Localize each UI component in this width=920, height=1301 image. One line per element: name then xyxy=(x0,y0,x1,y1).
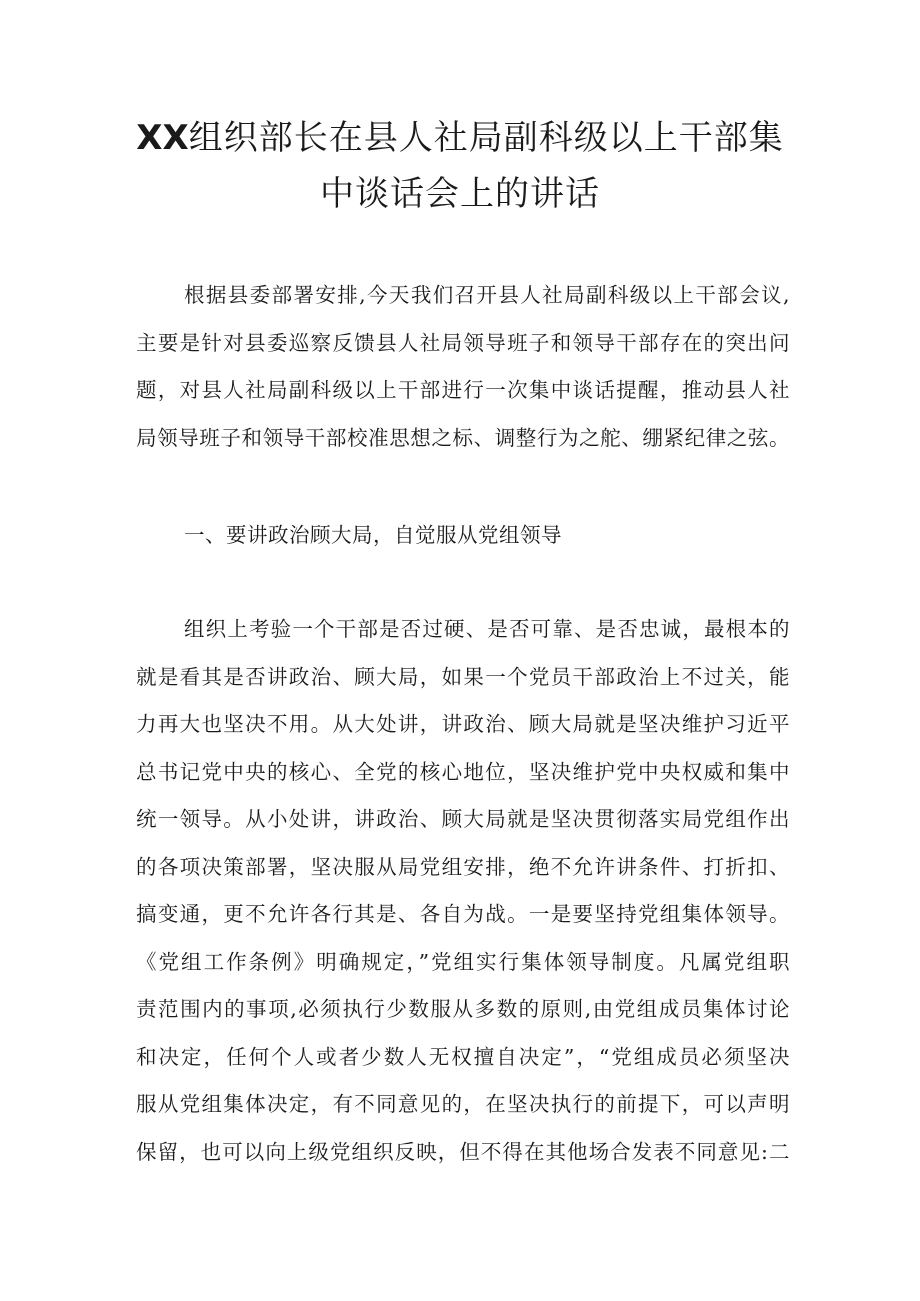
paragraph-line: 保留，也可以向上级党组织反映，但不得在其他场合发表不同意见:二 xyxy=(136,1139,790,1164)
paragraph-line: 统一领导。从小处讲，讲政治、顾大局就是坚决贯彻落实局党组作出 xyxy=(136,807,790,831)
paragraph-line: 根据县委部署安排,今天我们召开县人社局副科级以上干部会议, xyxy=(184,283,790,307)
title-text-line1: 组织部长在县人社局副科级以上干部集 xyxy=(188,118,784,158)
paragraph-line: 总书记党中央的核心、全党的核心地位，坚决维护党中央权威和集中 xyxy=(136,759,790,784)
title-prefix: XX xyxy=(136,118,189,158)
paragraph-line: 和决定，任何个人或者少数人无权擅自决定”，“党组成员必须坚决 xyxy=(136,1044,790,1069)
document-title-line1 xyxy=(130,110,790,166)
paragraph-line: 搞变通，更不允许各行其是、各自为战。一是要坚持党组集体领导。 xyxy=(136,902,790,926)
paragraph-line: 责范围内的事项,必须执行少数服从多数的原则,由党组成员集体讨论 xyxy=(136,997,790,1021)
paragraph-line: 组织上考验一个干部是否过硬、是否可靠、是否忠诚，最根本的 xyxy=(184,617,790,641)
body-paragraph xyxy=(136,606,790,1176)
intro-paragraph xyxy=(136,272,790,462)
document-title-line2: 中谈话会上的讲话 xyxy=(320,174,600,214)
paragraph-line: 的各项决策部署，坚决服从局党组安排，绝不允许讲条件、打折扣、 xyxy=(136,854,790,879)
section-heading: 一、要讲政治顾大局，自觉服从党组领导 xyxy=(184,523,562,547)
paragraph-line: 主要是针对县委巡察反馈县人社局领导班子和领导干部存在的突出问 xyxy=(136,330,790,355)
paragraph-line: 《党组工作条例》明确规定，”党组实行集体领导制度。凡属党组职 xyxy=(136,949,790,974)
paragraph-line: 力再大也坚决不用。从大处讲，讲政治、顾大局就是坚决维护习近平 xyxy=(136,712,790,736)
paragraph-line: 服从党组集体决定，有不同意见的，在坚决执行的前提下，可以声明 xyxy=(136,1092,790,1116)
paragraph-line: 题，对县人社局副科级以上干部进行一次集中谈话提醒，推动县人社 xyxy=(136,378,790,402)
paragraph-line: 局领导班子和领导干部校准思想之标、调整行为之舵、绷紧纪律之弦。 xyxy=(136,425,790,450)
paragraph-line: 就是看其是否讲政治、顾大局，如果一个党员干部政治上不过关，能 xyxy=(136,664,790,689)
